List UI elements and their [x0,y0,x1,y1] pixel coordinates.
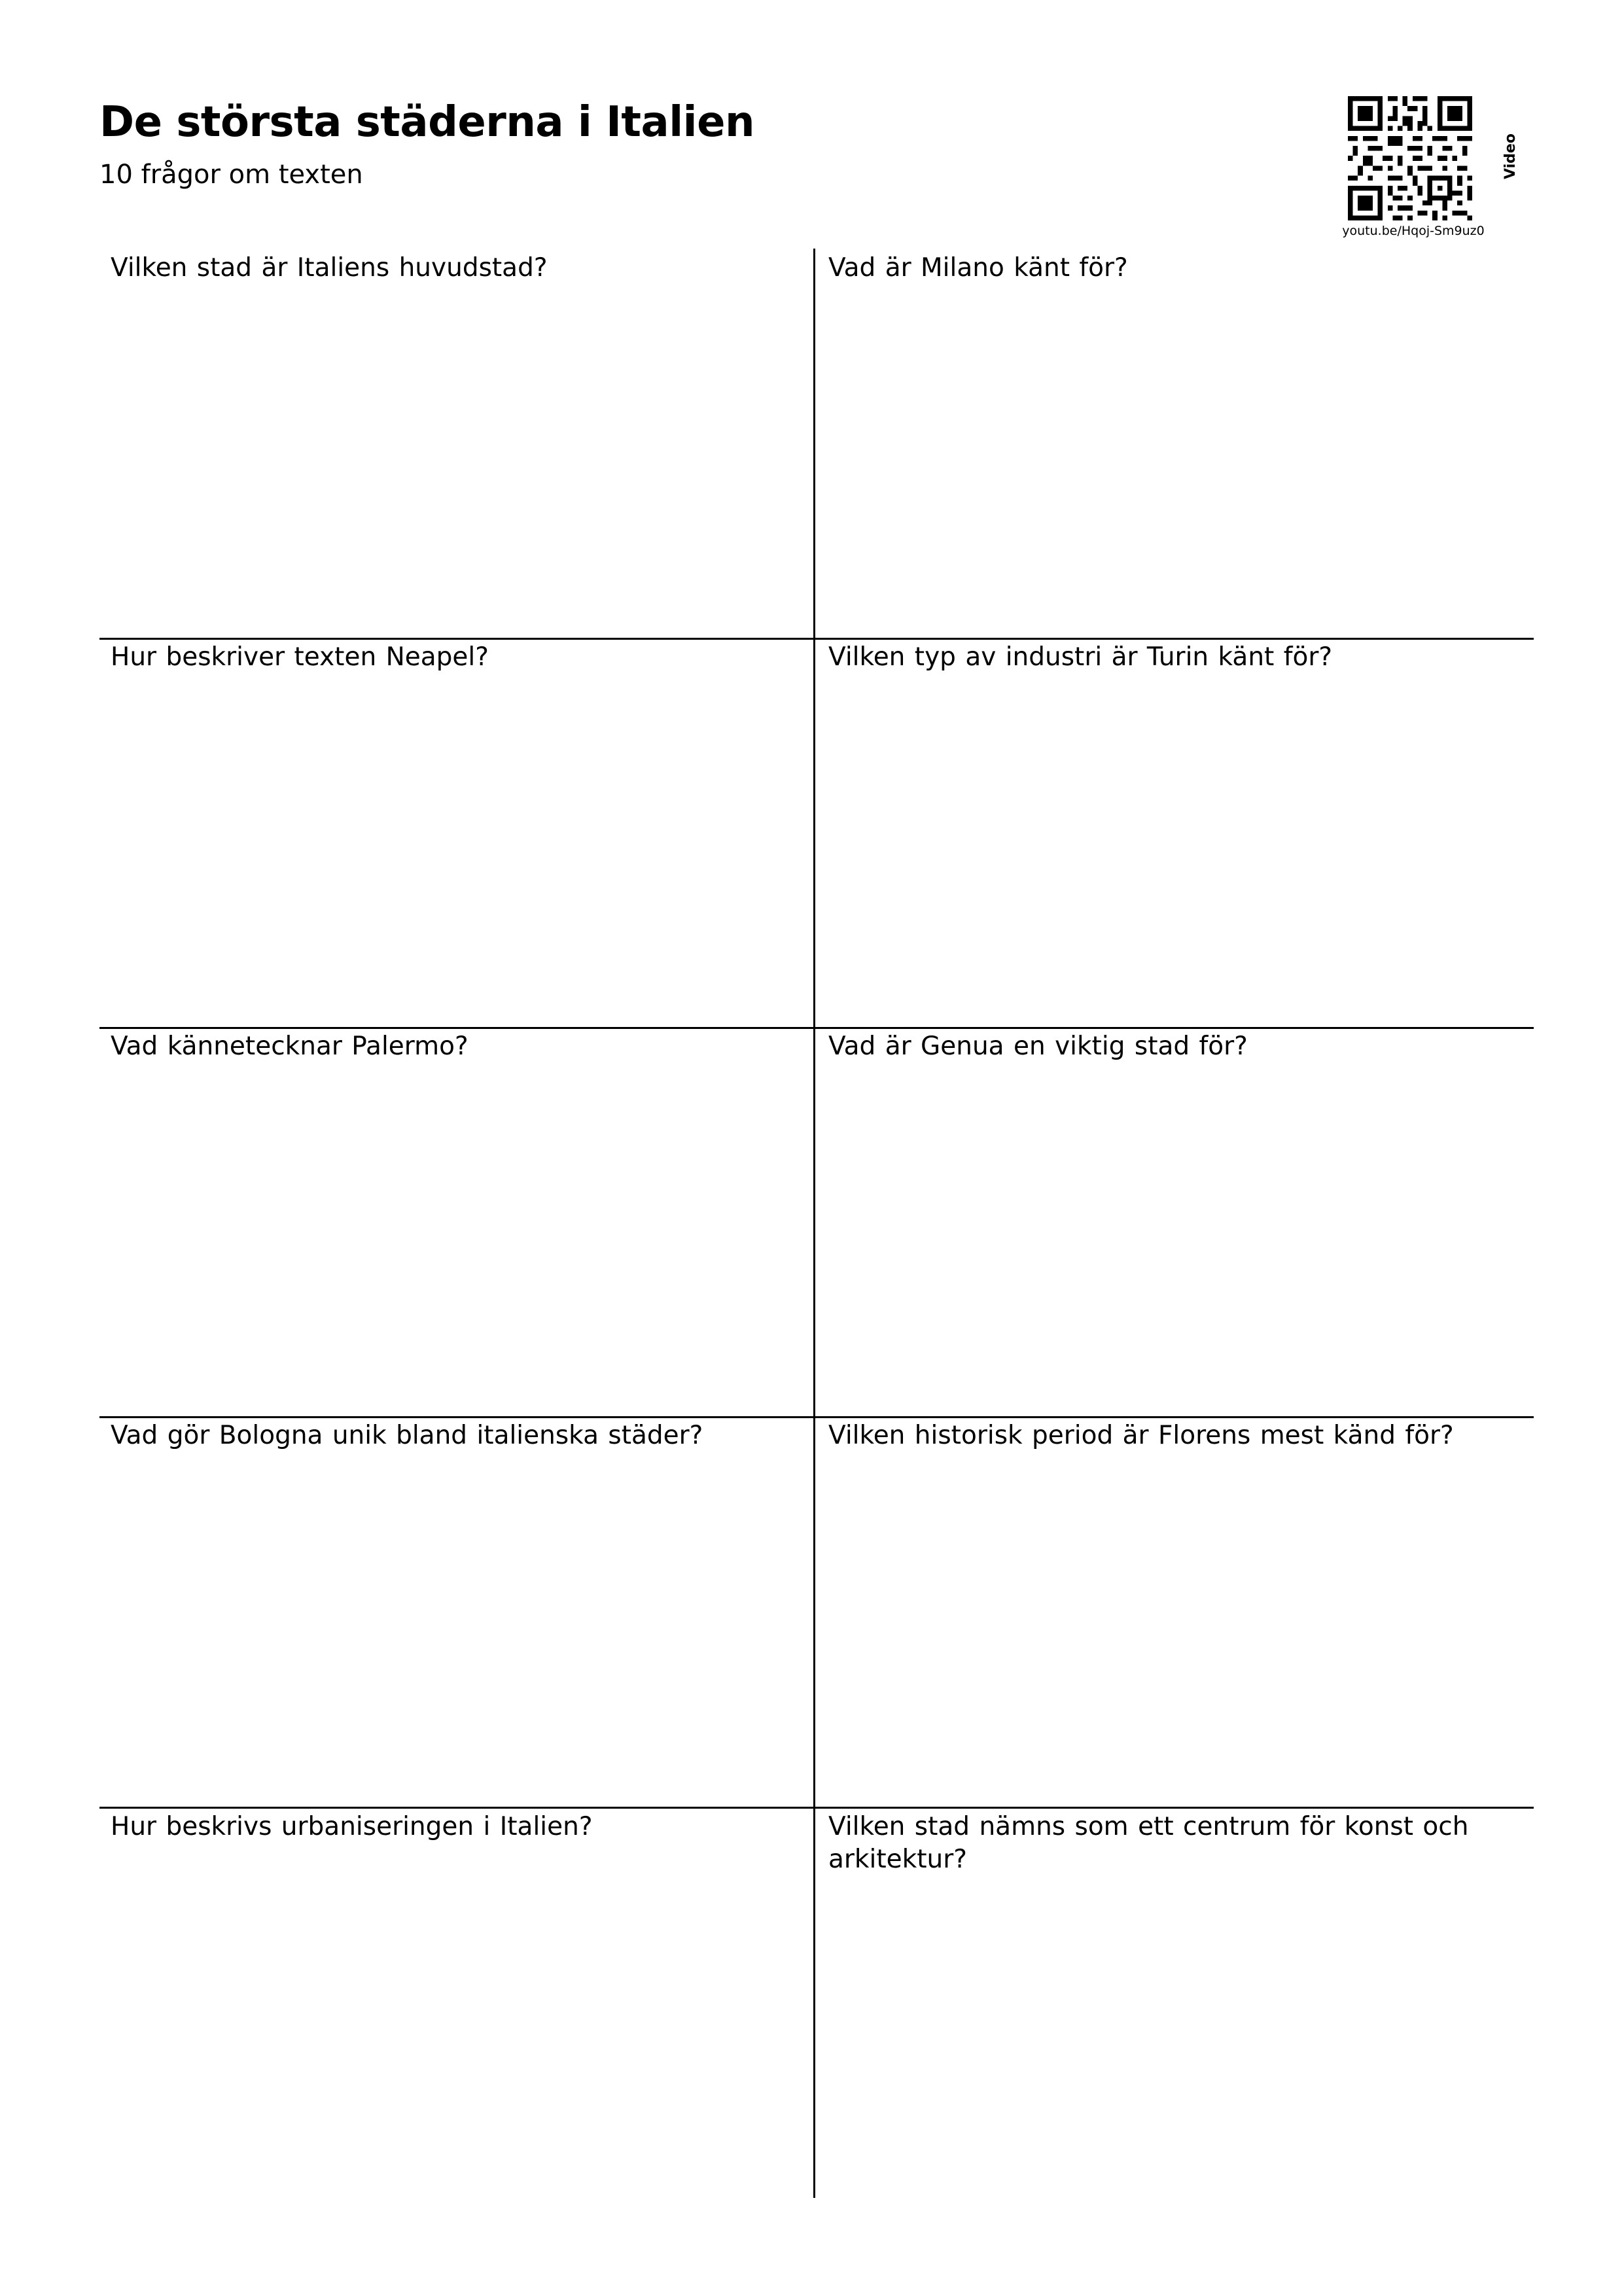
column-divider [813,249,815,2198]
row-divider-1 [99,638,1534,640]
question-3: Hur beskriver texten Neapel? [111,642,489,672]
question-1: Vilken stad är Italiens huvudstad? [111,253,548,283]
worksheet-title: De största städerna i Italien [99,98,755,147]
question-7: Vad gör Bologna unik bland italienska städer? [111,1421,703,1450]
question-9: Hur beskrivs urbaniseringen i Italien? [111,1812,593,1841]
question-4: Vilken typ av industri är Turin känt för? [828,642,1333,672]
question-6: Vad är Genua en viktig stad för? [828,1032,1248,1061]
row-divider-4 [99,1807,1534,1809]
question-5: Vad kännetecknar Palermo? [111,1032,468,1061]
row-divider-3 [99,1416,1534,1418]
video-label: Video [1502,133,1519,179]
qr-block [1341,96,1485,238]
qr-code-icon[interactable] [1348,96,1472,220]
question-8: Vilken historisk period är Florens mest känd för? [828,1421,1454,1450]
question-2: Vad är Milano känt för? [828,253,1128,283]
video-link[interactable]: youtu.be/Hqoj-Sm9uz0 [1342,224,1485,238]
worksheet-subtitle: 10 frågor om texten [99,160,363,190]
row-divider-2 [99,1027,1534,1029]
question-10: Vilken stad nämns som ett centrum för konst och arkitektur? [828,1812,1469,1874]
